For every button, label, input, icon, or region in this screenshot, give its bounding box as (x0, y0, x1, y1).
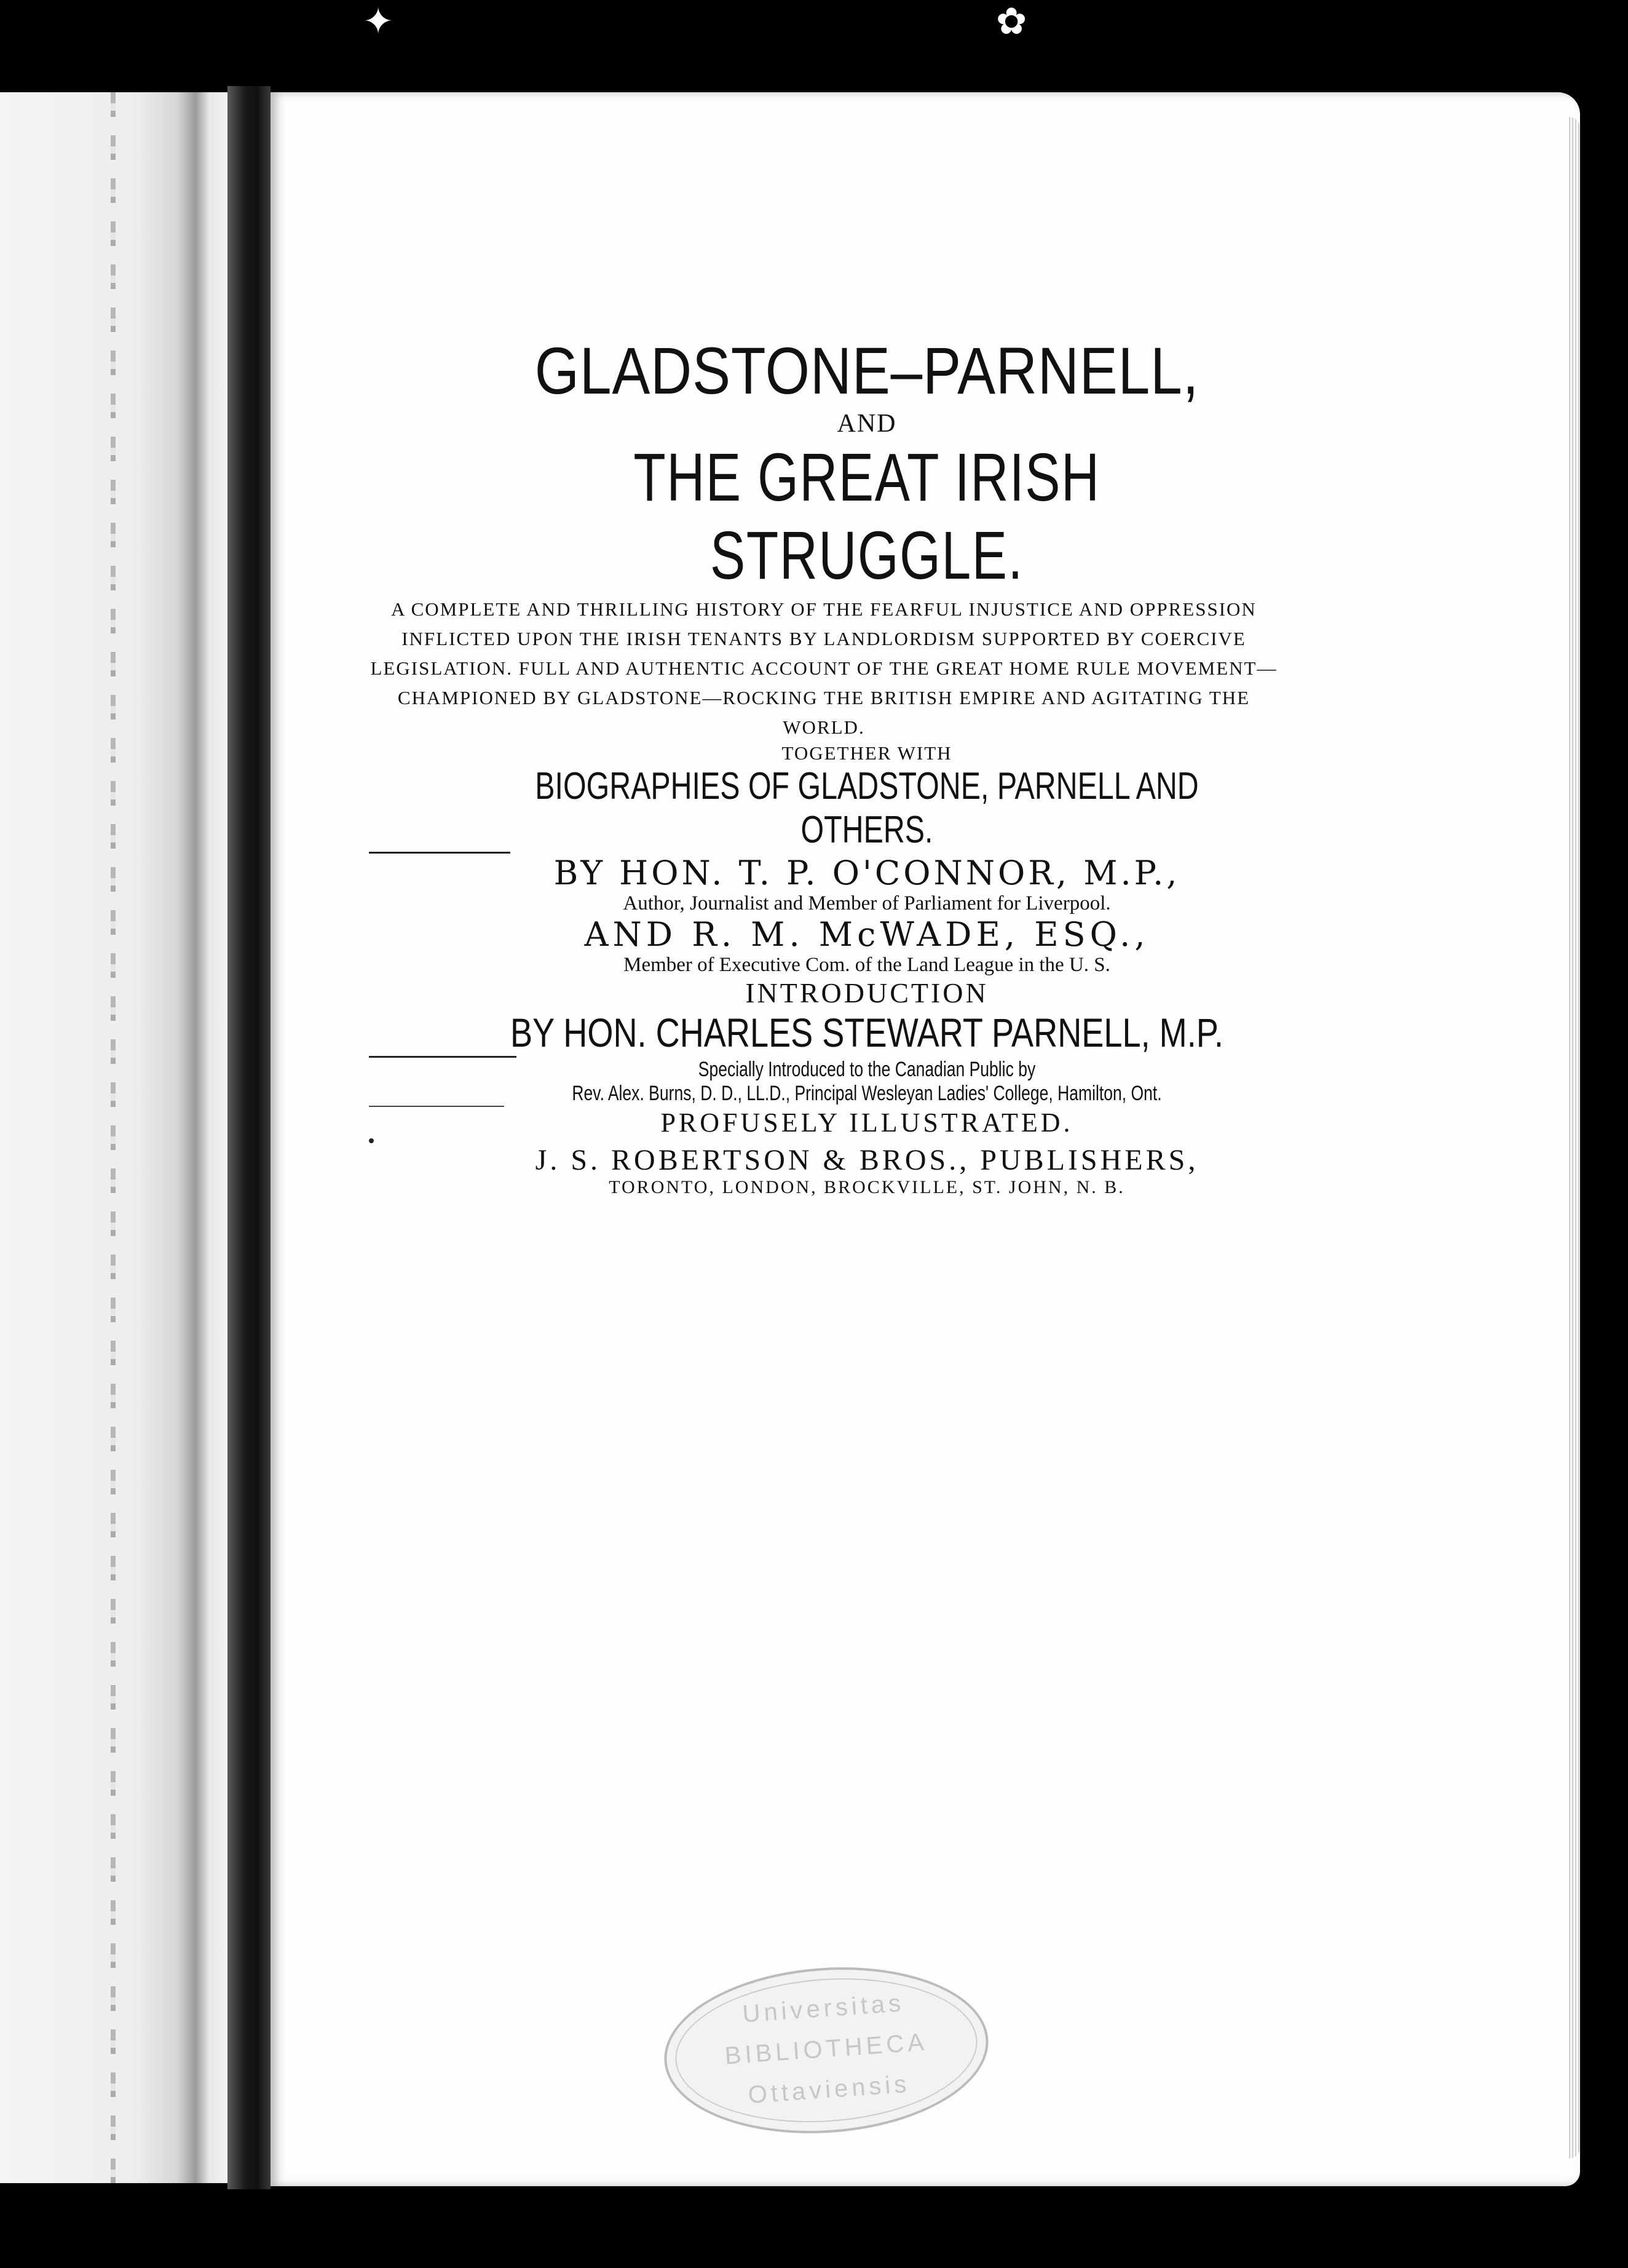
illustrated-note: PROFUSELY ILLUSTRATED. (660, 1108, 1073, 1138)
conjunction: AND (837, 410, 897, 438)
author-2-description: Member of Executive Com. of the Land League in the U. S. (623, 954, 1110, 976)
author-2: AND R. M. McWADE, ESQ., (584, 915, 1150, 954)
title-page-content (369, 332, 1365, 1198)
facing-page (0, 92, 227, 2183)
description: A COMPLETE AND THRILLING HISTORY OF THE FEARFUL INJUSTICE AND OPPRESSION INFLICTED UPON THE IRISH TENANTS BY LANDLORDISM SUPPORTED BY COERCIVE LEGISLATION. FULL AND AUTHENTIC ACCOUNT OF THE GREAT HOME RULE MOVEMENT— CHAMPIONED BY GLADSTONE—ROCKING THE BRITISH EMPIRE AND AGITATING THE WORLD. (370, 598, 1278, 738)
together-with: TOGETHER WITH (781, 742, 952, 764)
stamp-line-2: BIBLIOTHECA (724, 2028, 929, 2070)
biographies-heading: BIOGRAPHIES OF GLADSTONE, PARNELL AND OTHERS. (535, 765, 1199, 851)
stamp-line-3: Ottaviensis (747, 2070, 911, 2109)
author-1: BY HON. T. P. O'CONNOR, M.P., (553, 854, 1180, 892)
canadian-intro-author: Rev. Alex. Burns, D. D., LL.D., Principal Wesleyan Ladies' College, Hamilton, Ont. (572, 1082, 1162, 1105)
page-edge (1569, 117, 1580, 2159)
introduction-author: BY HON. CHARLES STEWART PARNELL, M.P. (510, 1010, 1223, 1055)
page-crease (111, 92, 116, 2183)
book-gutter (227, 86, 271, 2189)
ornament-dot (369, 1138, 374, 1143)
author-1-description: Author, Journalist and Member of Parliament for Liverpool. (623, 892, 1111, 914)
publisher-cities: TORONTO, LONDON, BROCKVILLE, ST. JOHN, N. B. (609, 1177, 1125, 1197)
scan-artifact: ✦ (363, 1, 394, 42)
main-title-2: THE GREAT IRISH STRUGGLE. (633, 440, 1100, 593)
stamp-line-1: Universitas (741, 1989, 906, 2028)
main-title: GLADSTONE–PARNELL, (534, 333, 1199, 408)
introduction-label: INTRODUCTION (745, 977, 989, 1009)
publisher: J. S. ROBERTSON & BROS., PUBLISHERS, (535, 1144, 1199, 1176)
scan-artifact: ✿ (996, 1, 1027, 42)
canadian-intro-line: Specially Introduced to the Canadian Public by (698, 1058, 1036, 1081)
